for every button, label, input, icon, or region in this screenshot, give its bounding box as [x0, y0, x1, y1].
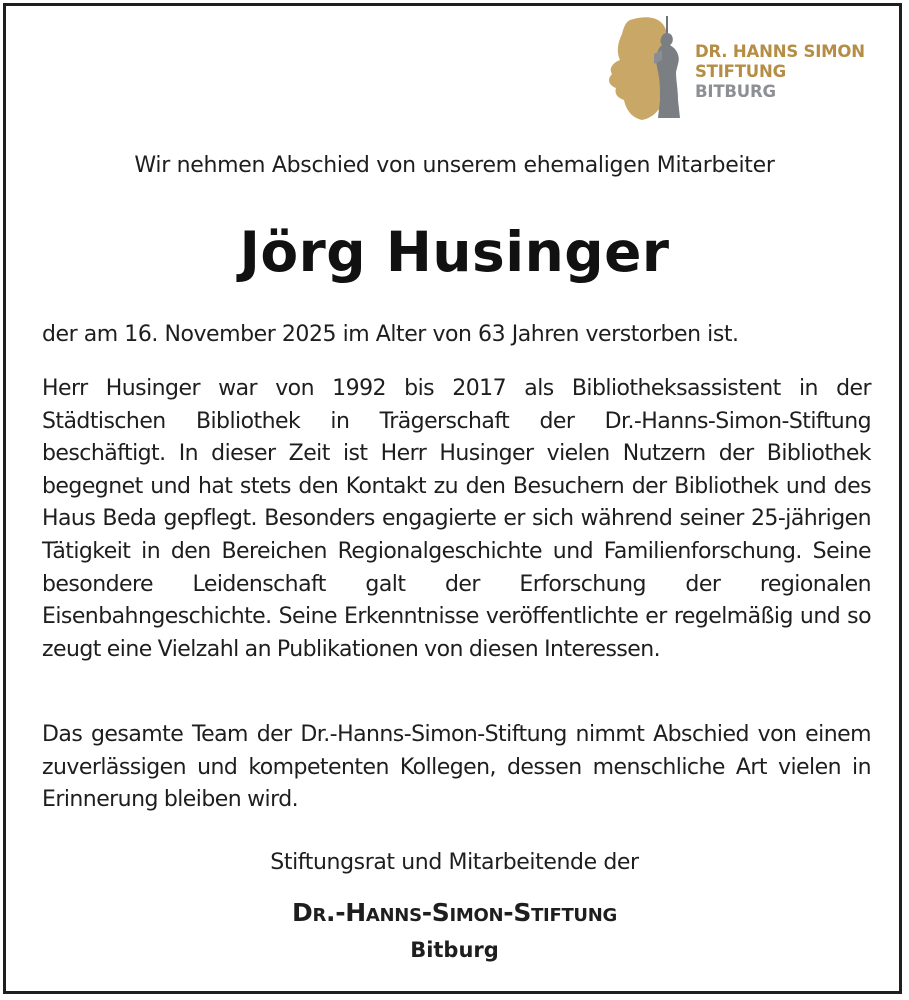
logo-line-3: BITBURG [695, 82, 776, 101]
deceased-name: Jörg Husinger [239, 220, 670, 284]
signature-organization: Dr.-Hanns-Simon-Stiftung [292, 898, 617, 927]
signature-line: Stiftungsrat und Mitarbeitende der [270, 850, 639, 875]
farewell-paragraph: Das gesamte Team der Dr.-Hanns-Simon-Stiftung nimmt Abschied von einem zuverlässigen und kompetenten Kollegen, dessen menschliche Art vielen in Erinnerung bleiben wird. [42, 722, 871, 813]
logo-wordmark [695, 42, 865, 102]
foundation-logo [604, 14, 879, 122]
logo-line-2: STIFTUNG [695, 62, 786, 81]
statue-silhouette-icon [604, 14, 694, 122]
intro-line: Wir nehmen Abschied von unserem ehemaligen Mitarbeiter [134, 153, 775, 178]
death-notice-line: der am 16. November 2025 im Alter von 63 Jahren verstorben ist. [42, 322, 739, 347]
logo-line-1: DR. HANNS SIMON [695, 42, 865, 61]
biography-paragraph: Herr Husinger war von 1992 bis 2017 als Bibliotheksassistent in der Städtischen Bibliothek in Trägerschaft der Dr.-Hanns-Simon-Stiftung beschäftigt. In dieser Zeit ist Herr Husinger vielen Nutzern der Bibliothek begegnet und hat stets den Kontakt zu den Besuchern der Bibliothek und des Haus Beda gepflegt. Besonders engagierte er sich während seiner 25-jährigen Tätigkeit in den Bereichen Regionalgeschichte und Familienforschung. Seine besondere Leidenschaft galt der Erforschung der regionalen Eisenbahngeschichte. Seine Erkenntnisse veröffentlichte er regelmäßig und so zeugt eine Vielzahl an Publikationen von diesen Interessen. [42, 376, 871, 662]
signature-city: Bitburg [410, 938, 499, 962]
